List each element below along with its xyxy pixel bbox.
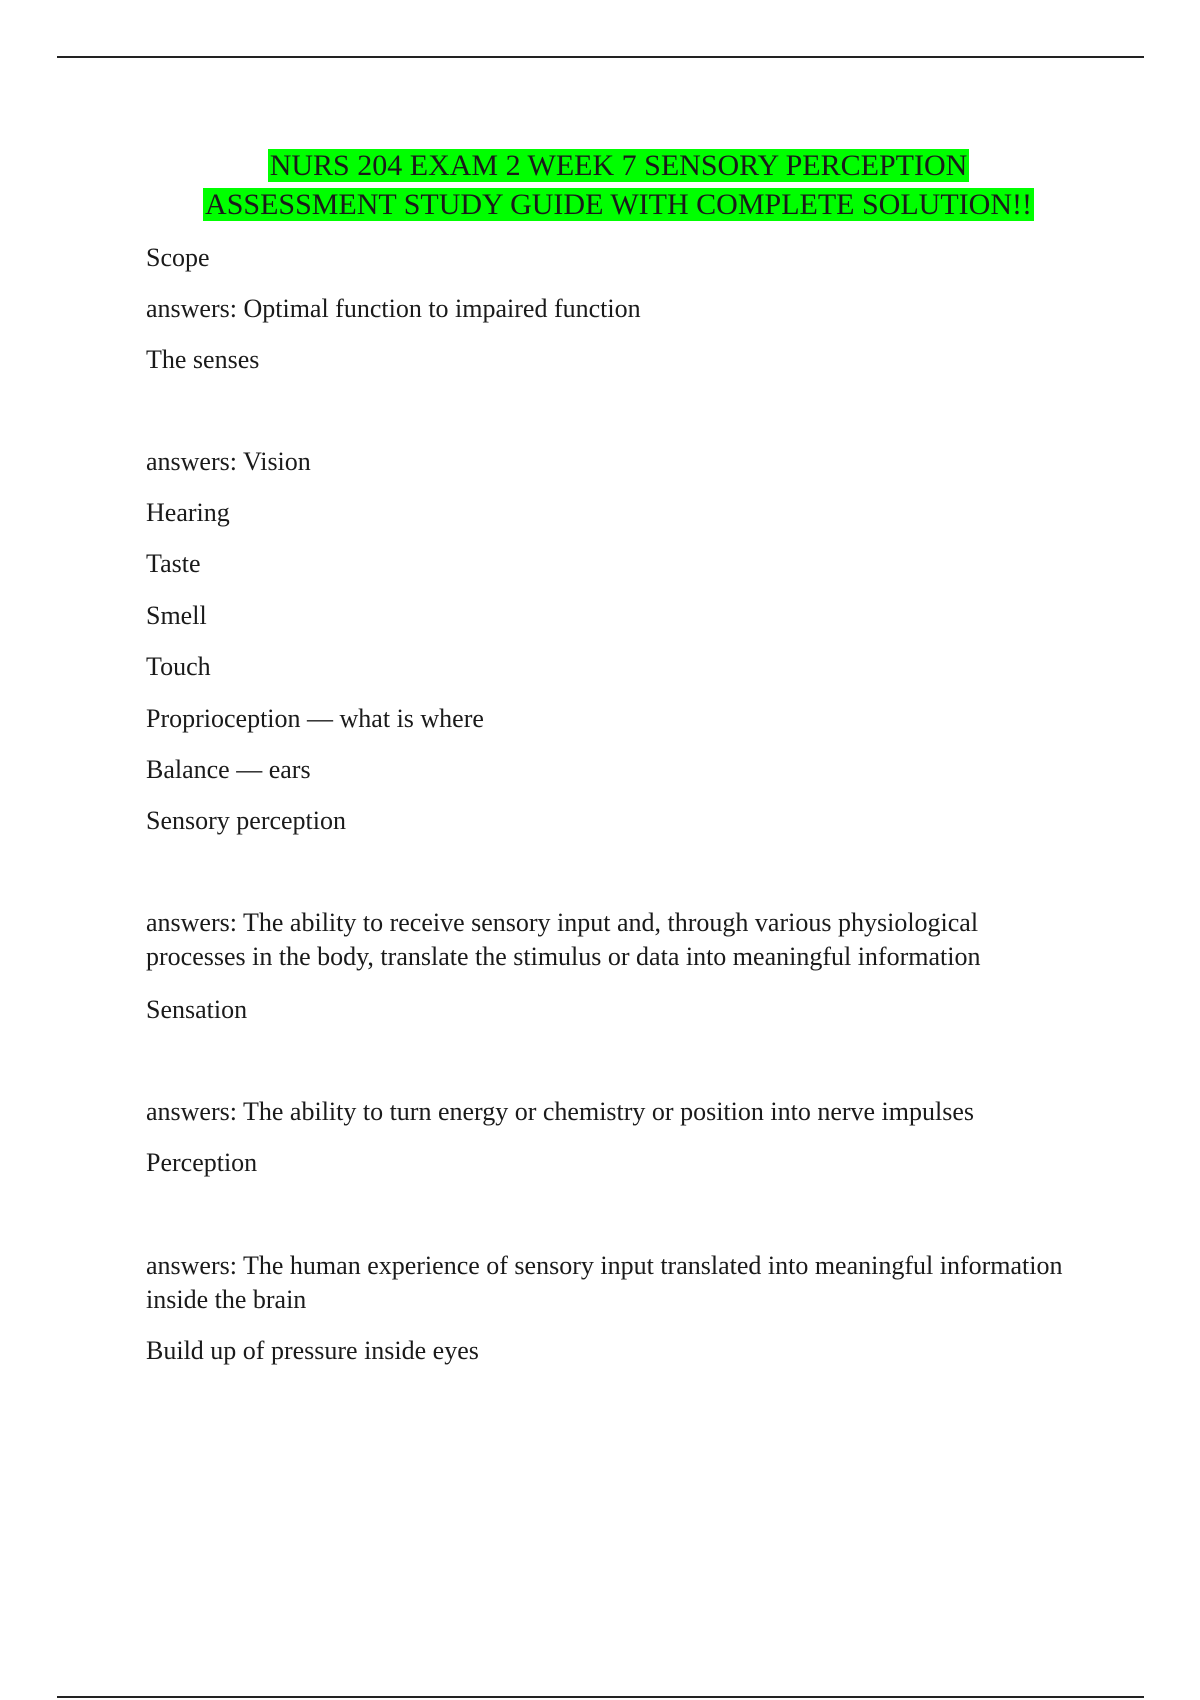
sense-balance: Balance — ears <box>146 755 311 784</box>
answer-sensation: answers: The ability to turn energy or chemistry or position into nerve impulses <box>146 1097 975 1126</box>
header-rule <box>57 56 1144 58</box>
sense-smell: Smell <box>146 601 207 630</box>
sense-proprioception: Proprioception — what is where <box>146 704 484 733</box>
title-line-1: NURS 204 EXAM 2 WEEK 7 SENSORY PERCEPTION <box>269 149 968 182</box>
sense-taste: Taste <box>146 549 201 578</box>
answer-senses-vision: answers: Vision <box>146 447 311 476</box>
term-perception: Perception <box>146 1148 258 1177</box>
answer-scope: answers: Optimal function to impaired function <box>146 294 641 323</box>
footer-rule <box>57 1696 1144 1698</box>
term-pressure-inside-eyes: Build up of pressure inside eyes <box>146 1336 479 1365</box>
term-the-senses: The senses <box>146 345 260 374</box>
sense-touch: Touch <box>146 652 211 681</box>
title-line-2: ASSESSMENT STUDY GUIDE WITH COMPLETE SOLUTION!! <box>205 188 1032 221</box>
sense-hearing: Hearing <box>146 498 230 527</box>
term-scope: Scope <box>146 243 210 272</box>
answer-sensory-perception: answers: The ability to receive sensory input and, through various physiological processes in the body, translate the stimulus or data into meaningful information <box>146 908 981 971</box>
term-sensation: Sensation <box>146 995 248 1024</box>
document-title <box>0 146 1200 224</box>
term-sensory-perception: Sensory perception <box>146 806 347 835</box>
answer-perception: answers: The human experience of sensory input translated into meaningful information inside the brain <box>146 1251 1063 1314</box>
